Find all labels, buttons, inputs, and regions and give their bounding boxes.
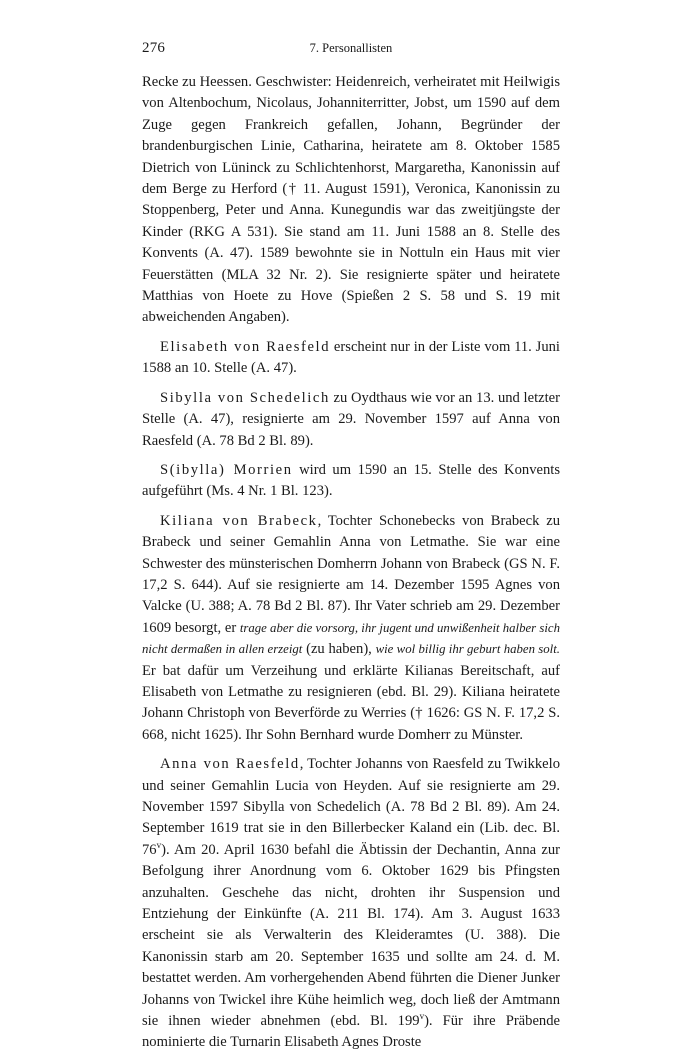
person-name: S(ibylla) Morrien [160, 461, 293, 478]
running-head: 7. Personallisten [309, 41, 393, 55]
document-page [142, 40, 560, 1062]
entry-text: , Tochter Johanns von Raesfeld zu Twikkelo und seiner Gemahlin Lucia von Heyden. Auf sie resignierte am 29. November 1597 Sibylla von Schedelich (A. 78 Bd 2 Bl. 89). Am 24. September 1619 trat sie in den Billerbecker Kaland ein (Lib. dec. Bl. 76 [142, 756, 560, 858]
person-name: Kiliana von Brabeck [160, 512, 318, 529]
entry-text: ). Am 20. April 1630 befahl die Äbtissin der Dechantin, Anna zur Befolgung ihrer Anordnung vom 6. Oktober 1629 bis Pfingsten anzuhalten. Geschehe das nicht, drohten ihr Suspension und Entziehung der Einkünfte (A. 211 Bl. 174). Am 3. August 1633 erscheint sie als Verwalterin des Kleideramtes (U. 388). Die Kanonissin starb am 20. September 1635 und sollte am 24. d. M. bestattet werden. Am vorhergehenden Abend führten die Diener Junker Johanns von Twickel ihre Kühe heimlich weg, doch ließ der Amtmann sie ihnen wieder abnehmen (ebd. Bl. 199 [142, 841, 560, 1030]
paragraph-kunegundis-continued [142, 72, 560, 329]
entry-text: , Tochter Schonebecks von Brabeck zu Brabeck und seiner Gemahlin Anna von Letmathe. Sie war eine Schwester des münsterischen Domherrn Johann von Brabeck (GS N. F. 17,2 S. 644). Auf sie resignierte am 14. Dezember 1595 Agnes von Valcke (U. 388; A. 78 Bd 2 Bl. 87). Ihr Vater schrieb am 29. Dezember 1609 besorgt, er [142, 512, 560, 636]
verso-superscript: v [419, 1011, 425, 1022]
entry-text: zu Oydthaus wie vor an 13. und letzter Stelle (A. 47), resignierte am 29. November 1597 auf Anna von Raesfeld (A. 78 Bd 2 Bl. 89). [142, 389, 560, 449]
quotation: wie wol billig ihr geburt haben solt. [375, 642, 560, 657]
entry-anna-von-raesfeld [142, 754, 560, 1054]
entry-text: erscheint nur in der Liste vom 11. Juni 1588 an 10. Stelle (A. 47). [142, 338, 560, 377]
entry-text: ). Für ihre Präbende nominierte die Turnarin Elisabeth Agnes Droste [142, 1013, 561, 1051]
page-number: 276 [142, 40, 166, 56]
entry-text: Er bat dafür um Verzeihung und erklärte Kilianas Bereitschaft, auf Elisabeth von Letmathe zu resignieren (ebd. Bl. 29). Kiliana heiratete Johann Christoph von Beverförde zu Werries († 1626: GS N. F. 17,2 S. 668, nicht 1625). Ihr Sohn Bernhard wurde Domherr zu Münster. [142, 662, 560, 743]
entry-sibylla-morrien [142, 460, 560, 503]
entry-sibylla-von-schedelich [142, 388, 560, 452]
paragraph-text: Recke zu Heessen. Geschwister: Heidenreich, verheiratet mit Heilwigis von Altenbochum, Nicolaus, Johanniterritter, Jobst, um 1590 auf dem Zuge gegen Frankreich gefallen, Johann, Begründer der brandenburgischen Linie, Catharina, heiratete am 8. Oktober 1585 Dietrich von Lüninck zu Schlichtenhorst, Margaretha, Kanonissin auf dem Berge zu Herford († 11. August 1591), Veronica, Kanonissin zu Stoppenberg, Peter und Anna. Kunegundis war das zweitjüngste der Kinder (RKG A 531). Sie stand am 11. Juni 1588 an 8. Stelle des Konvents (A. 47). 1589 bewohnte sie in Nottuln ein Haus mit vier Feuerstätten (MLA 32 Nr. 2). Sie resignierte später und heiratete Matthias von Hoete zu Hove (Spießen 2 S. 58 und S. 19 mit abweichenden Angaben). [142, 74, 560, 326]
entry-elisabeth-von-raesfeld [142, 337, 560, 380]
entry-text: (zu haben), [302, 641, 376, 658]
entry-text: wird um 1590 an 15. Stelle des Konvents aufgeführt (Ms. 4 Nr. 1 Bl. 123). [142, 461, 561, 500]
page-header [142, 40, 560, 62]
entry-kiliana-von-brabeck [142, 511, 560, 746]
quotation: trage aber die vorsorg, ihr jugent und unwißenheit halber sich nicht dermaßen in allen erzeigt [142, 620, 560, 657]
verso-superscript: v [156, 839, 162, 850]
person-name: Anna von Raesfeld [160, 756, 300, 773]
person-name: Sibylla von Schedelich [160, 389, 330, 406]
person-name: Elisabeth von Raesfeld [160, 338, 331, 355]
